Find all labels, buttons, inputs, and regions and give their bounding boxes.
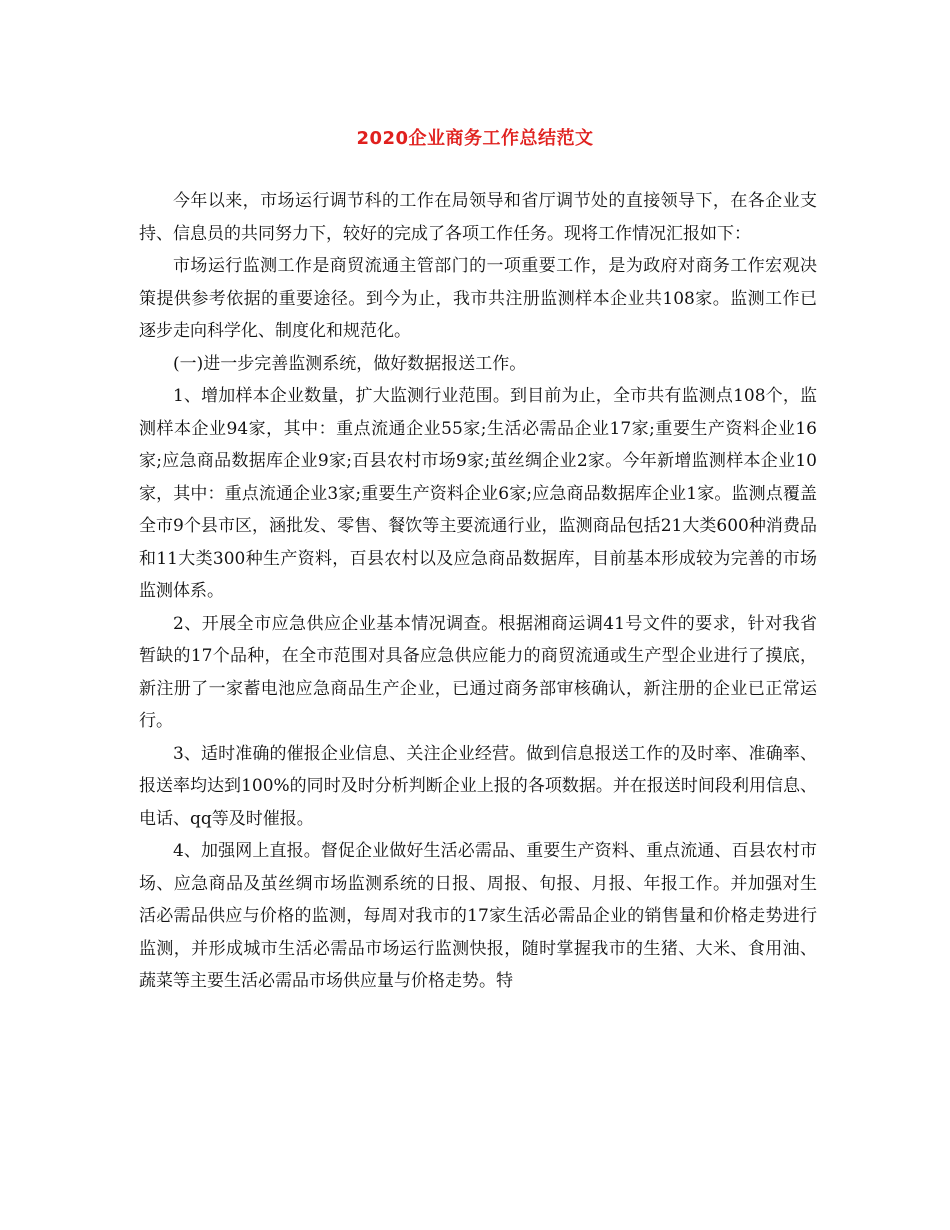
paragraph-item-1: 1、增加样本企业数量，扩大监测行业范围。到目前为止，全市共有监测点108个，监测样本企业94家，其中：重点流通企业55家;生活必需品企业17家;重要生产资料企业16家;应急商品数据库企业9家;百县农村市场9家;茧丝绸企业2家。今年新增监测样本企业10家，其中：重点流通企业3家;重要生产资料企业6家;应急商品数据库企业1家。监测点覆盖全市9个县市区，涵批发、零售、餐饮等主要流通行业，监测商品包括21大类600种消费品和11大类300种生产资料，百县农村以及应急商品数据库，目前基本形成较为完善的市场监测体系。 bbox=[139, 386, 817, 601]
paragraph-monitoring-overview: 市场运行监测工作是商贸流通主管部门的一项重要工作，是为政府对商务工作宏观决策提供参考依据的重要途径。到今为止，我市共注册监测样本企业共108家。监测工作已逐步走向科学化、制度化和规范化。 bbox=[139, 256, 817, 341]
paragraph-item-2: 2、开展全市应急供应企业基本情况调查。根据湘商运调41号文件的要求，针对我省暂缺的17个品种，在全市范围对具备应急供应能力的商贸流通或生产型企业进行了摸底，新注册了一家蓄电池应急商品生产企业，已通过商务部审核确认，新注册的企业已正常运行。 bbox=[139, 613, 817, 731]
paragraph-item-4: 4、加强网上直报。督促企业做好生活必需品、重要生产资料、重点流通、百县农村市场、应急商品及茧丝绸市场监测系统的日报、周报、旬报、月报、年报工作。并加强对生活必需品供应与价格的监测，每周对我市的17家生活必需品企业的销售量和价格走势进行监测，并形成城市生活必需品市场运行监测快报，随时掌握我市的生猪、大米、食用油、蔬菜等主要生活必需品市场供应量与价格走势。特 bbox=[139, 841, 817, 991]
document-body bbox=[139, 185, 817, 998]
document-title: 2020企业商务工作总结范文 bbox=[356, 128, 594, 149]
paragraph-intro: 今年以来，市场运行调节科的工作在局领导和省厅调节处的直接领导下，在各企业支持、信息员的共同努力下，较好的完成了各项工作任务。现将工作情况汇报如下： bbox=[139, 191, 817, 244]
paragraph-item-3: 3、适时准确的催报企业信息、关注企业经营。做到信息报送工作的及时率、准确率、报送率均达到100%的同时及时分析判断企业上报的各项数据。并在报送时间段利用信息、电话、qq等及时催报。 bbox=[139, 743, 817, 829]
paragraph-section-heading: (一)进一步完善监测系统，做好数据报送工作。 bbox=[173, 353, 527, 374]
